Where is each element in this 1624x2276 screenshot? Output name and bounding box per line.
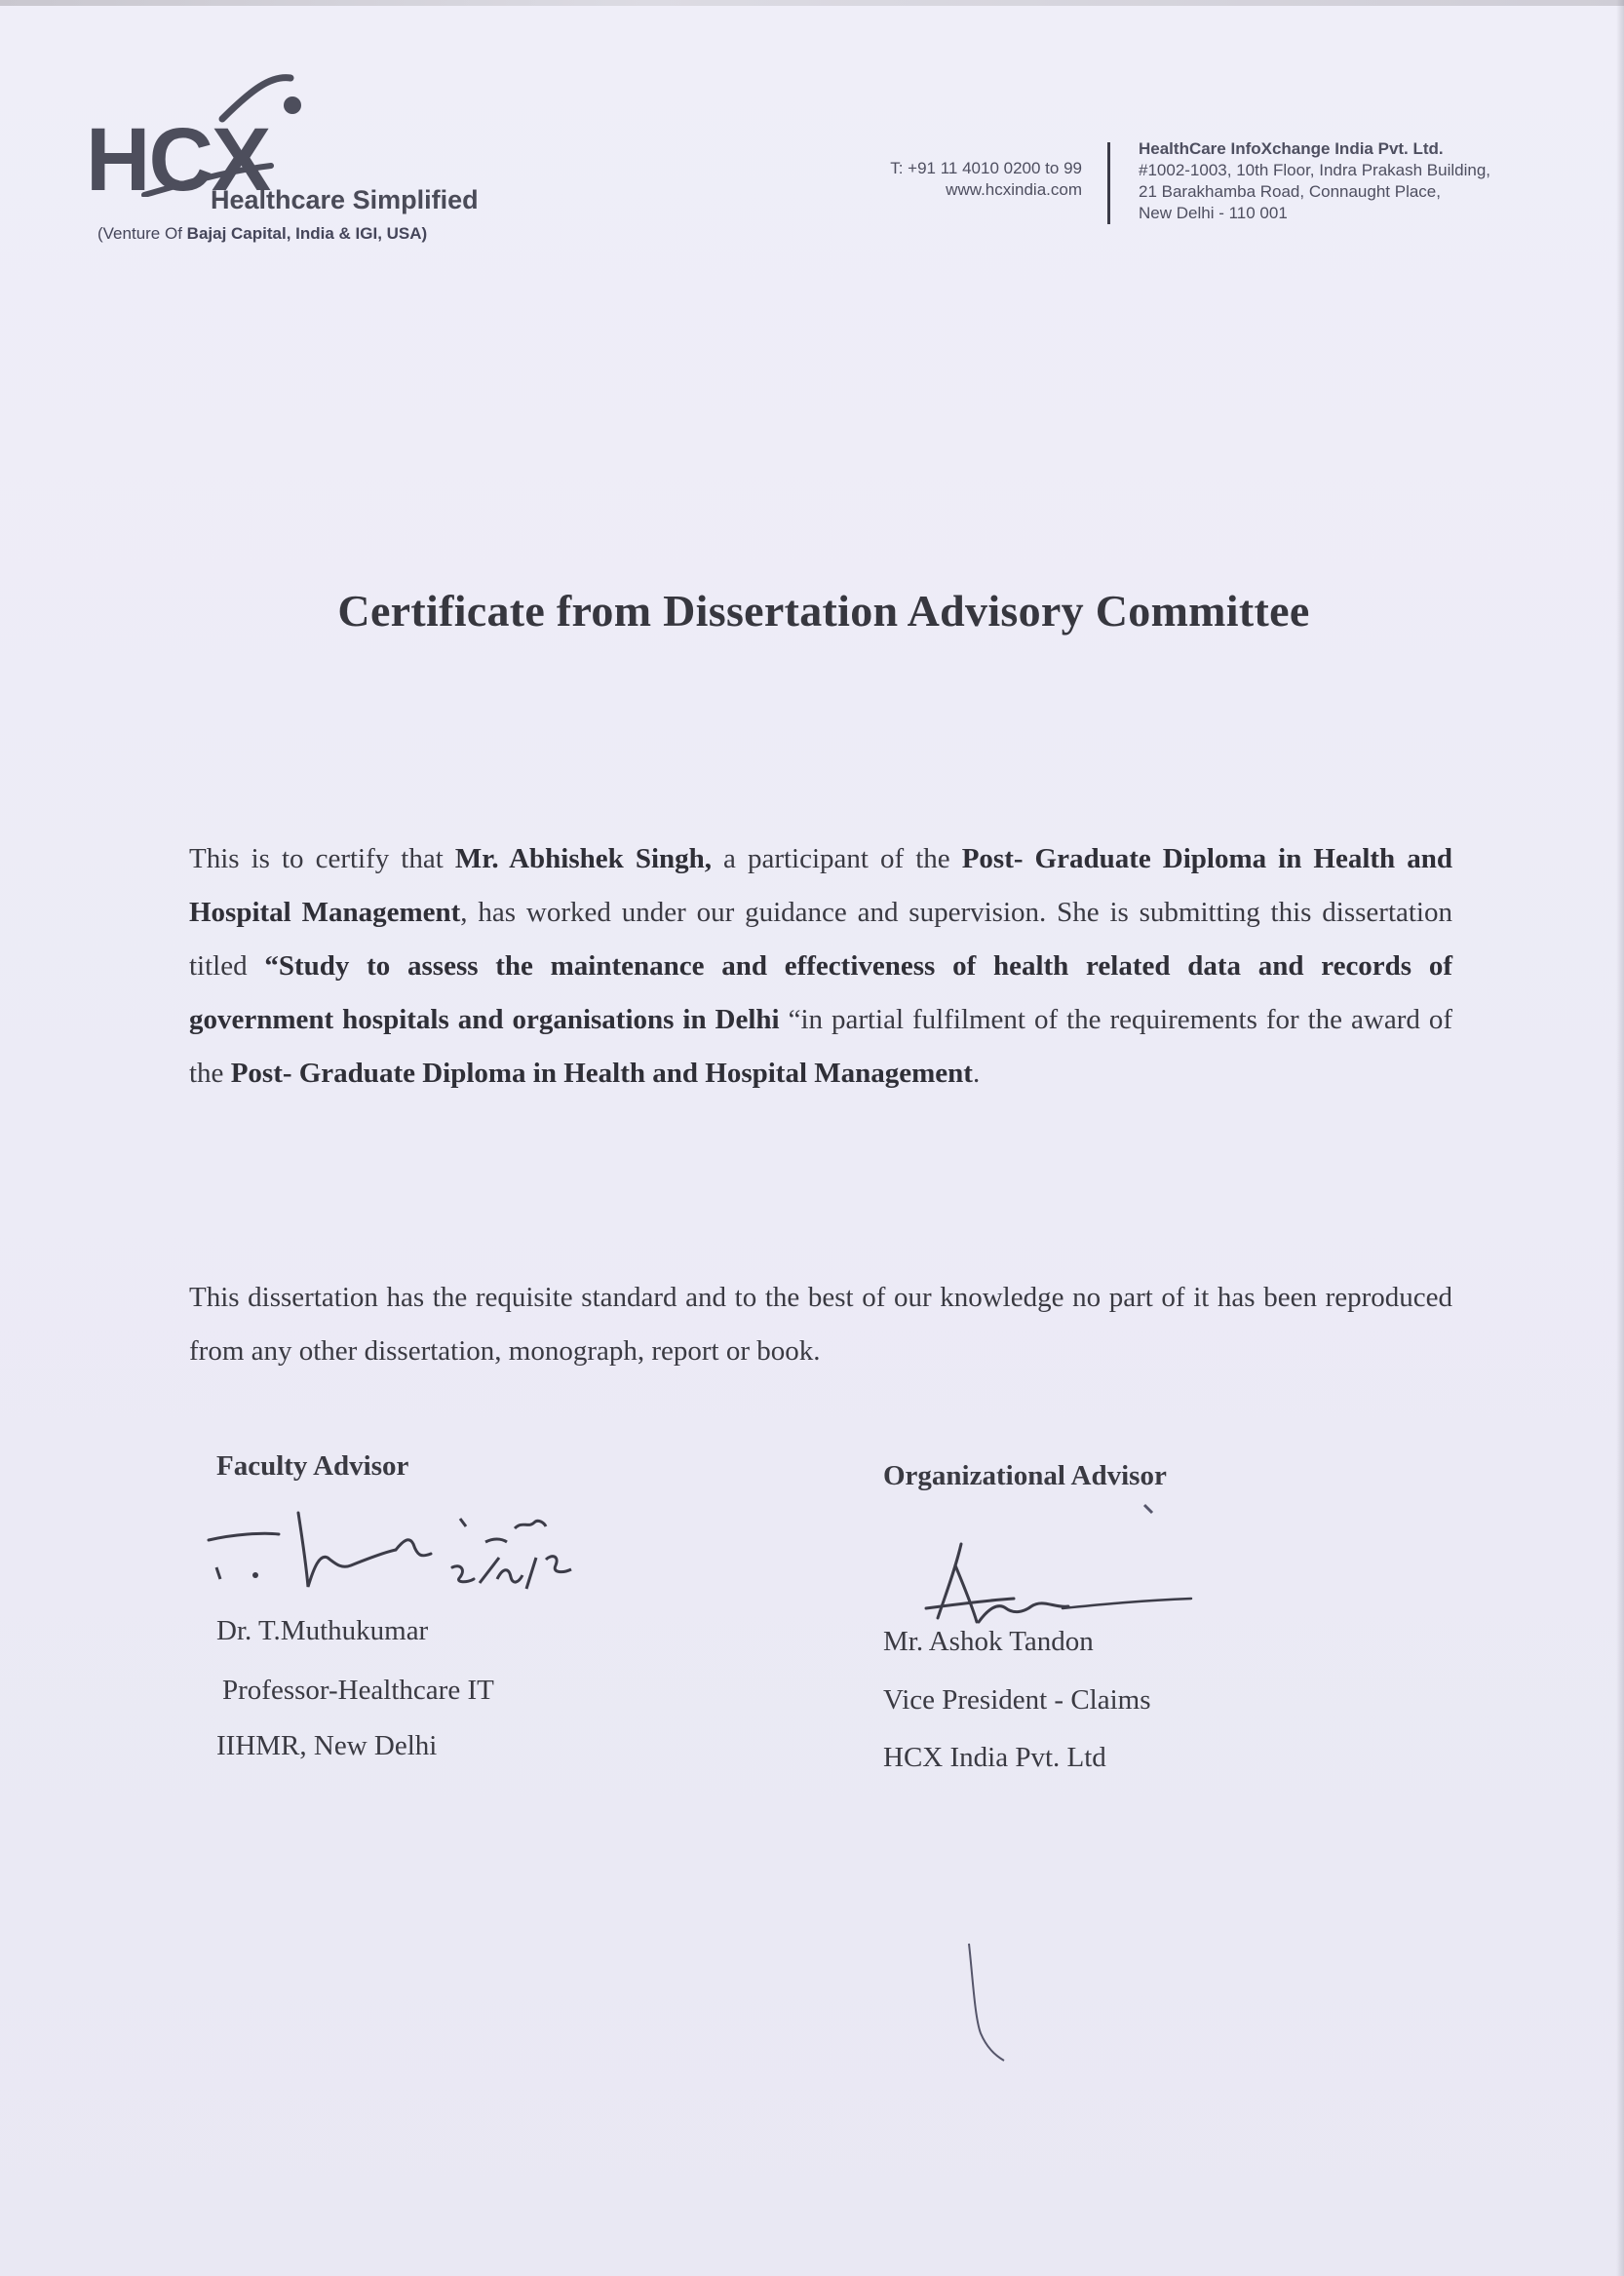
venture-prefix: (Venture Of [97, 224, 182, 243]
certificate-title: Certificate from Dissertation Advisory Committee [337, 586, 1310, 636]
logo-tagline: Healthcare Simplified [211, 185, 479, 214]
faculty-signature [205, 1499, 595, 1606]
scan-pen-mark [965, 1940, 1024, 2066]
address-line: #1002-1003, 10th Floor, Indra Prakash Building, [1139, 161, 1491, 179]
website: www.hcxindia.com [946, 180, 1082, 199]
venture-line [97, 224, 427, 244]
address-line: New Delhi - 110 001 [1139, 204, 1288, 222]
scan-dot-mark [1141, 1501, 1160, 1521]
faculty-advisor-designation: Professor-Healthcare IT [222, 1675, 494, 1706]
faculty-advisor-institution: IIHMR, New Delhi [216, 1730, 438, 1761]
contact-block [809, 158, 1082, 201]
program-name: Post- Graduate Diploma in Health and Hospital Management [230, 1058, 973, 1089]
venture-partners: Bajaj Capital, India & IGI, USA) [186, 224, 428, 243]
organizational-signature [916, 1540, 1209, 1638]
organizational-advisor-designation: Vice President - Claims [883, 1684, 1151, 1716]
company-name: HealthCare InfoXchange India Pvt. Ltd. [1139, 139, 1444, 158]
scan-top-edge [0, 0, 1624, 6]
letterhead-divider [1107, 142, 1110, 224]
para-text: a participant of the [712, 843, 962, 874]
faculty-advisor-name: Dr. T.Muthukumar [216, 1615, 429, 1646]
hcx-logo [86, 70, 479, 214]
logo-mark: HCX [86, 110, 270, 210]
para-text: This is to certify that [189, 843, 455, 874]
program-name: Post- Graduate Diploma in Health and Hospital Management [189, 843, 1452, 928]
organizational-advisor-heading: Organizational Advisor [883, 1460, 1167, 1491]
company-address [1139, 138, 1490, 224]
dissertation-title: “Study to assess the maintenance and effectiveness of health related data and records of government hospitals and organisations in Delhi [189, 950, 1452, 1035]
participant-name: Mr. Abhishek Singh, [454, 843, 713, 874]
organizational-advisor-organization: HCX India Pvt. Ltd [883, 1742, 1106, 1773]
scan-right-edge [1616, 0, 1624, 2276]
originality-paragraph: This dissertation has the requisite standard and to the best of our knowledge no part of it has been reproduced from any other dissertation, monograph, report or book. [189, 1282, 1452, 1367]
para-text: “in partial fulfilment of the requirements for the award of the [189, 1004, 1452, 1089]
logo-swoosh-icon [86, 70, 407, 197]
phone-number: T: +91 11 4010 0200 to 99 [890, 159, 1082, 177]
para-text: , has worked under our guidance and supervision. She is submitting this dissertation titled [189, 897, 1452, 982]
faculty-advisor-heading: Faculty Advisor [216, 1450, 409, 1482]
organizational-advisor-name: Mr. Ashok Tandon [883, 1626, 1094, 1657]
address-line: 21 Barakhamba Road, Connaught Place, [1139, 182, 1441, 201]
certification-paragraph [189, 832, 1452, 1100]
para-text: . [972, 1058, 981, 1089]
